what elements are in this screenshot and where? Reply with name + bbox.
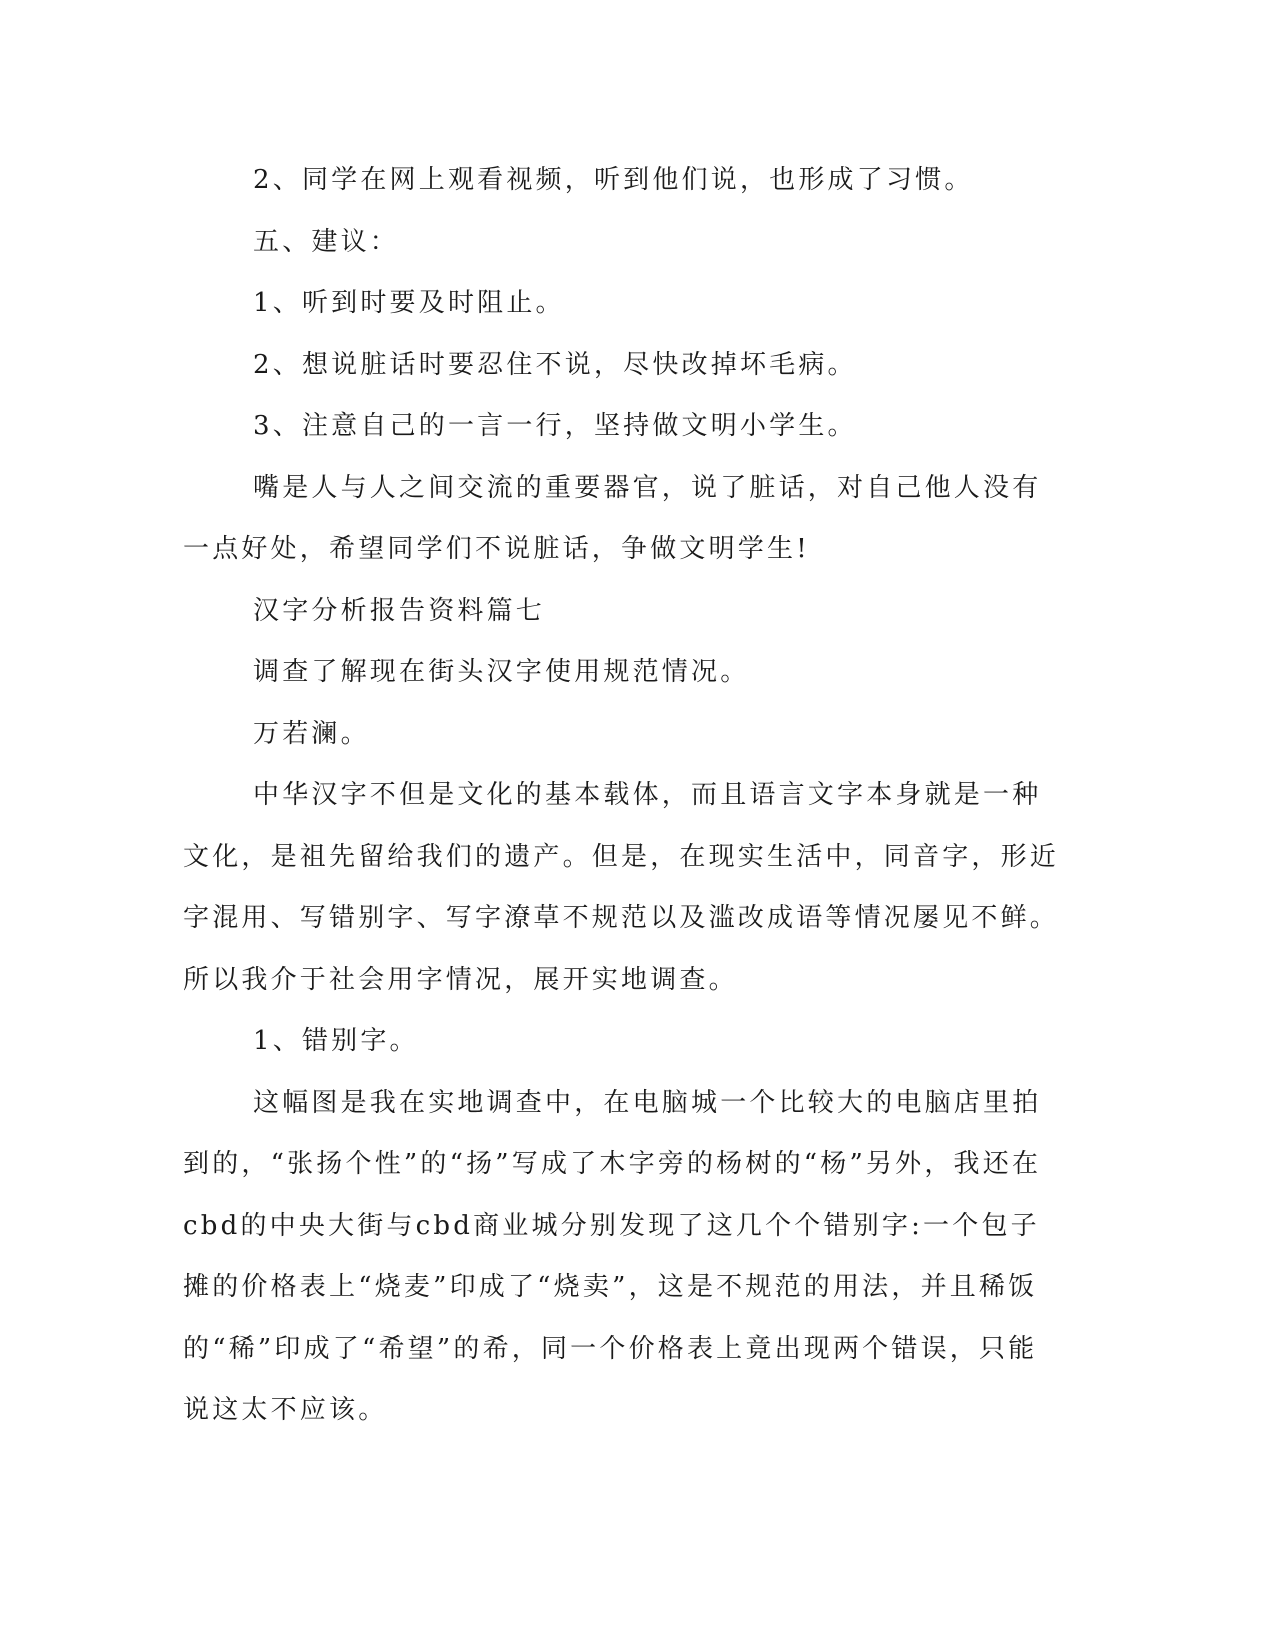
suggestion-item-3: 3、注意自己的一言一行，坚持做文明小学生。 xyxy=(253,411,857,441)
heading-suggestions: 五、建议： xyxy=(253,226,400,257)
suggestion-item-2: 2、想说脏话时要忍住不说，尽快改掉坏毛病。 xyxy=(253,349,857,380)
paragraph-introduction: 中华汉字不但是文化的基本载体，而且语言文字本身就是一种文化，是祖先留给我们的遗产。但是，在现实生活中，同音字，形近字混用、写错别字、写字潦草不规范以及滥改成语等情况屡见不鲜。所以我介于社会用字情况，展开实地调查。 xyxy=(183,780,1060,995)
paragraph-conclusion: 嘴是人与人之间交流的重要器官，说了脏话，对自己他人没有一点好处，希望同学们不说脏话，争做文明学生! xyxy=(183,472,1042,564)
paragraph-author: 万若澜。 xyxy=(253,718,370,749)
heading-typos: 1、错别字。 xyxy=(253,1026,419,1056)
paragraph-reason-2: 2、同学在网上观看视频，听到他们说，也形成了习惯。 xyxy=(253,165,974,195)
section-title: 汉字分析报告资料篇七 xyxy=(253,595,546,626)
suggestion-item-1: 1、听到时要及时阻止。 xyxy=(253,288,565,318)
paragraph-typo-findings: 这幅图是我在实地调查中，在电脑城一个比较大的电脑店里拍到的，“张扬个性”的“扬”写成了木字旁的杨树的“杨”另外，我还在cbd的中央大街与cbd商业城分别发现了这几个个错别字:一个包子摊的价格表上“烧麦”印成了“烧卖”，这是不规范的用法，并且稀饭的“稀”印成了“希望”的希，同一个价格表上竟出现两个错误，只能说这太不应该。 xyxy=(183,1087,1042,1425)
paragraph-purpose: 调查了解现在街头汉字使用规范情况。 xyxy=(253,657,750,687)
document-body xyxy=(183,150,1063,1442)
